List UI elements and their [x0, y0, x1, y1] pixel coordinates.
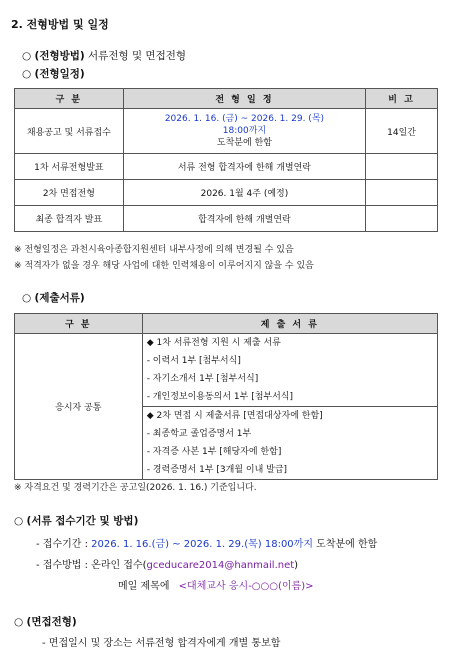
table-row: [15, 109, 438, 154]
docs-category: 응시자 공통: [15, 334, 143, 480]
application-method: [36, 556, 298, 571]
schedule-category: 채용공고 및 서류접수: [15, 109, 124, 154]
docs-group-2: [142, 407, 437, 480]
schedule-date-time: 18:00까지: [222, 126, 267, 136]
table-row: [15, 154, 438, 180]
docs-item: - 최종학교 졸업증명서 1부: [146, 429, 252, 439]
method-label: (전형방법): [34, 50, 85, 62]
schedule-date: 2026. 1월 4주 (예정): [123, 180, 365, 206]
period-prefix: - 접수기간 :: [36, 539, 92, 550]
schedule-note: [366, 154, 438, 180]
schedule-header: 구 분: [15, 89, 124, 109]
table-row: [15, 206, 438, 232]
docs-item: - 자격증 사본 1부 [해당자에 한함]: [146, 447, 282, 457]
schedule-header: 비 고: [366, 89, 438, 109]
table-row: [15, 334, 438, 407]
schedule-category: 2차 면접전형: [15, 180, 124, 206]
docs-note: ※ 자격요건 및 경력기간은 공고일(2026. 1. 16.) 기준입니다.: [14, 483, 257, 493]
circle-bullet-icon: ○: [22, 50, 32, 62]
schedule-note: [366, 206, 438, 232]
circle-bullet-icon: ○: [14, 515, 24, 527]
schedule-note-2: ※ 적격자가 없을 경우 해당 사업에 대한 인력채용이 이루어지지 않을 수 있음: [14, 261, 314, 271]
schedule-date: 합격자에 한해 개별연락: [123, 206, 365, 232]
period-suffix: 도착분에 한함: [313, 539, 378, 550]
schedule-note: 14일간: [366, 109, 438, 154]
mail-subject: <대체교사 응시-○○○(이름)>: [178, 581, 314, 592]
schedule-header: 전 형 일 정: [123, 89, 365, 109]
docs-group-1-title: ◆ 1차 서류전형 지원 시 제출 서류: [146, 338, 281, 348]
docs-item: - 개인정보이용동의서 1부 [첨부서식]: [146, 392, 293, 402]
docs-heading: [22, 290, 85, 305]
interview-heading: [14, 614, 77, 629]
circle-bullet-icon: ○: [22, 292, 32, 304]
docs-table: [14, 313, 438, 480]
schedule-date-note: 도착분에 한함: [216, 138, 272, 148]
schedule-label: (전형일정): [34, 68, 85, 80]
circle-bullet-icon: ○: [14, 616, 24, 628]
docs-label: (제출서류): [34, 292, 85, 304]
schedule-note: [366, 180, 438, 206]
schedule-table: [14, 88, 438, 232]
schedule-date: 서류 전형 합격자에 한해 개별연락: [123, 154, 365, 180]
schedule-category: 최종 합격자 발표: [15, 206, 124, 232]
mail-subject-prefix: 메일 제목에: [118, 581, 173, 592]
docs-header: 제 출 서 류: [142, 314, 437, 334]
application-period: [36, 535, 377, 550]
method-suffix: ): [294, 560, 299, 571]
docs-header: 구 분: [15, 314, 143, 334]
method-text: 서류전형 및 면접전형: [88, 50, 186, 62]
circle-bullet-icon: ○: [22, 68, 32, 80]
method-line: [22, 48, 186, 63]
table-row: [15, 180, 438, 206]
mail-subject-line: [118, 577, 313, 592]
method-prefix: - 접수방법 : 온라인 접수(: [36, 560, 147, 571]
docs-group-1: [142, 334, 437, 407]
schedule-category: 1차 서류전형발표: [15, 154, 124, 180]
schedule-date-range: 2026. 1. 16. (금) ~ 2026. 1. 29. (목): [164, 114, 325, 124]
schedule-note-1: ※ 전형일정은 과천시육아종합지원센터 내부사정에 의해 변경될 수 있음: [14, 245, 294, 255]
docs-item: - 이력서 1부 [첨부서식]: [146, 356, 241, 366]
section-title: 2. 전형방법 및 일정: [11, 18, 109, 31]
interview-label: (면접전형): [26, 616, 77, 628]
docs-item: - 자기소개서 1부 [첨부서식]: [146, 374, 259, 384]
schedule-date: [123, 109, 365, 154]
period-value: 2026. 1. 16.(금) ~ 2026. 1. 29.(목) 18:00까지: [91, 539, 313, 550]
docs-group-2-title: ◆ 2차 면접 시 제출서류 [면접대상자에 한함]: [146, 411, 323, 421]
docs-item: - 경력증명서 1부 [3개월 이내 발급]: [146, 465, 288, 475]
application-email-link[interactable]: gceducare2014@hanmail.net: [146, 560, 295, 571]
application-heading: [14, 513, 138, 528]
interview-text: - 면접일시 및 장소는 서류전형 합격자에게 개별 통보함: [42, 638, 281, 649]
application-label: (서류 접수기간 및 방법): [26, 515, 139, 527]
schedule-heading: [22, 66, 85, 81]
